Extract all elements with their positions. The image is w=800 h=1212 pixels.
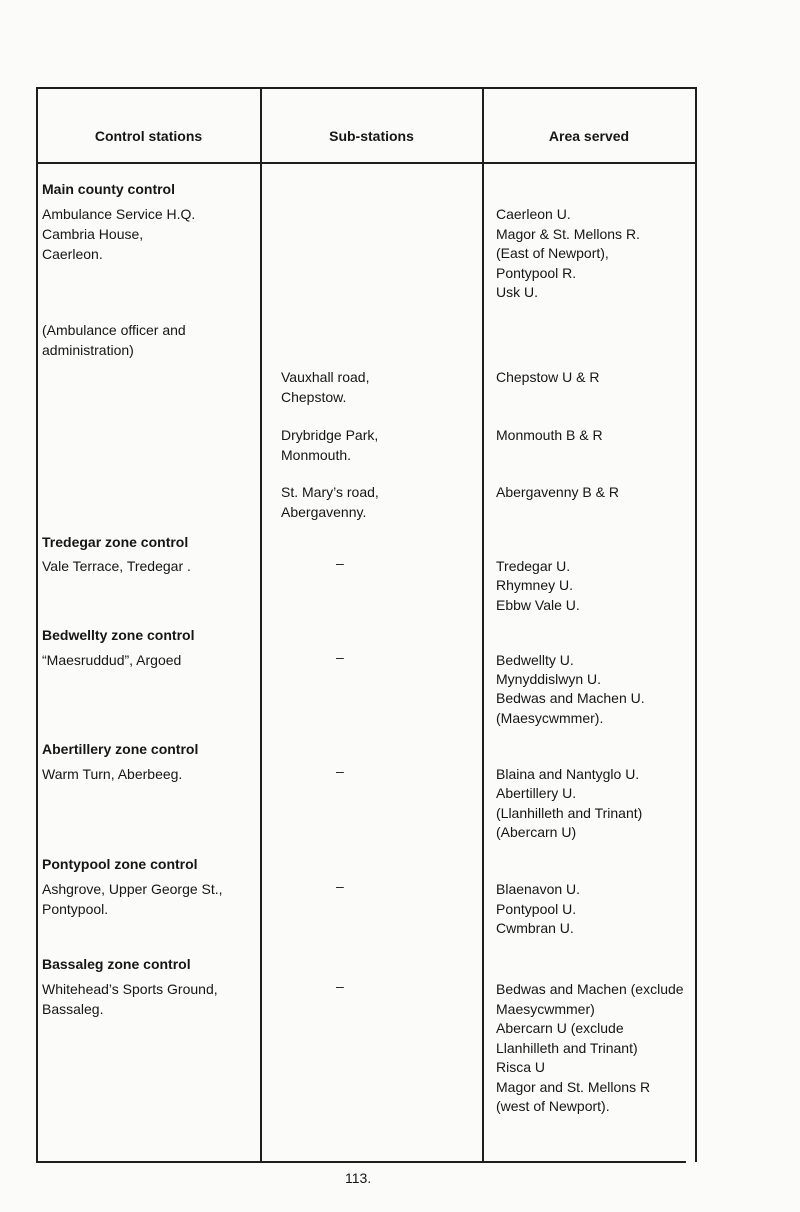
area-line: (Maesycwmmer). [496,710,604,726]
section-heading-bedwellty: Bedwellty zone control [42,627,195,643]
area-line: Mynyddislwyn U. [496,671,602,687]
section-heading-main: Main county control [42,181,175,197]
area-line: Magor and St. Mellons R [496,1079,651,1095]
no-substation-dash: – [336,978,344,994]
area-line: (Llanhilleth and Trinant) [496,805,643,821]
area-line: Ebbw Vale U. [496,597,580,613]
no-substation-dash: – [336,649,344,665]
area-line: (west of Newport). [496,1098,610,1114]
header-sub-stations: Sub-stations [329,128,414,144]
station-line: Ambulance Service H.Q. [42,206,196,222]
substation-line: Vauxhall road, [281,369,370,385]
no-substation-dash: – [336,763,344,779]
page-number: 113. [345,1170,372,1186]
area-line: Bedwellty U. [496,652,574,668]
area-line: Cwmbran U. [496,920,574,936]
header-area-served: Area served [548,128,630,144]
station-line: Warm Turn, Aberbeeg. [42,766,183,782]
area-line: Bedwas and Machen U. [496,690,645,706]
area-line: (East of Newport), [496,245,609,261]
no-substation-dash: – [336,878,344,894]
no-substation-dash: – [336,555,344,571]
table-right-border [695,87,697,1162]
station-line: Vale Terrace, Tredegar . [42,558,191,574]
area-line: Risca U [496,1059,546,1075]
table-bottom-border [36,1161,686,1163]
substation-line: St. Mary’s road, [281,484,379,500]
section-heading-tredegar: Tredegar zone control [42,534,189,550]
area-line: Abercarn U (exclude [496,1020,624,1036]
area-line: Blaina and Nantyglo U. [496,766,640,782]
substation-line: Drybridge Park, [281,427,379,443]
substation-line: Chepstow. [281,389,347,405]
area-line: Magor & St. Mellons R. [496,226,640,242]
area-line: Pontypool R. [496,265,577,281]
station-line: Cambria House, [42,226,144,242]
substation-area: Monmouth B & R [496,427,603,443]
station-line: Ashgrove, Upper George St., [42,881,223,897]
substation-area: Abergavenny B & R [496,484,619,500]
section-heading-pontypool: Pontypool zone control [42,856,198,872]
station-line: Caerleon. [42,246,103,262]
header-control-stations: Control stations [94,128,203,144]
column-divider-2 [482,87,484,1162]
area-line: Usk U. [496,284,538,300]
header-bottom-border [36,162,696,164]
area-line: Pontypool U. [496,901,577,917]
substation-area: Chepstow U & R [496,369,600,385]
area-line: Blaenavon U. [496,881,581,897]
area-line: Rhymney U. [496,577,574,593]
section-heading-abertillery: Abertillery zone control [42,741,199,757]
station-line: Whitehead’s Sports Ground, [42,981,218,997]
area-line: Caerleon U. [496,206,571,222]
note-line: administration) [42,342,134,358]
station-line: Pontypool. [42,901,109,917]
station-line: Bassaleg. [42,1001,104,1017]
area-line: Tredegar U. [496,558,571,574]
note-line: (Ambulance officer and [42,322,186,338]
table-left-border [36,87,38,1162]
column-divider-1 [260,87,262,1162]
station-line: “Maesruddud”, Argoed [42,652,182,668]
area-line: Abertillery U. [496,785,577,801]
substation-line: Monmouth. [281,447,352,463]
section-heading-bassaleg: Bassaleg zone control [42,956,191,972]
area-line: Bedwas and Machen (exclude [496,981,684,997]
substation-line: Abergavenny. [281,504,367,520]
table-top-border [36,87,696,89]
area-line: Maesycwmmer) [496,1001,595,1017]
area-line: Llanhilleth and Trinant) [496,1040,638,1056]
area-line: (Abercarn U) [496,824,577,840]
